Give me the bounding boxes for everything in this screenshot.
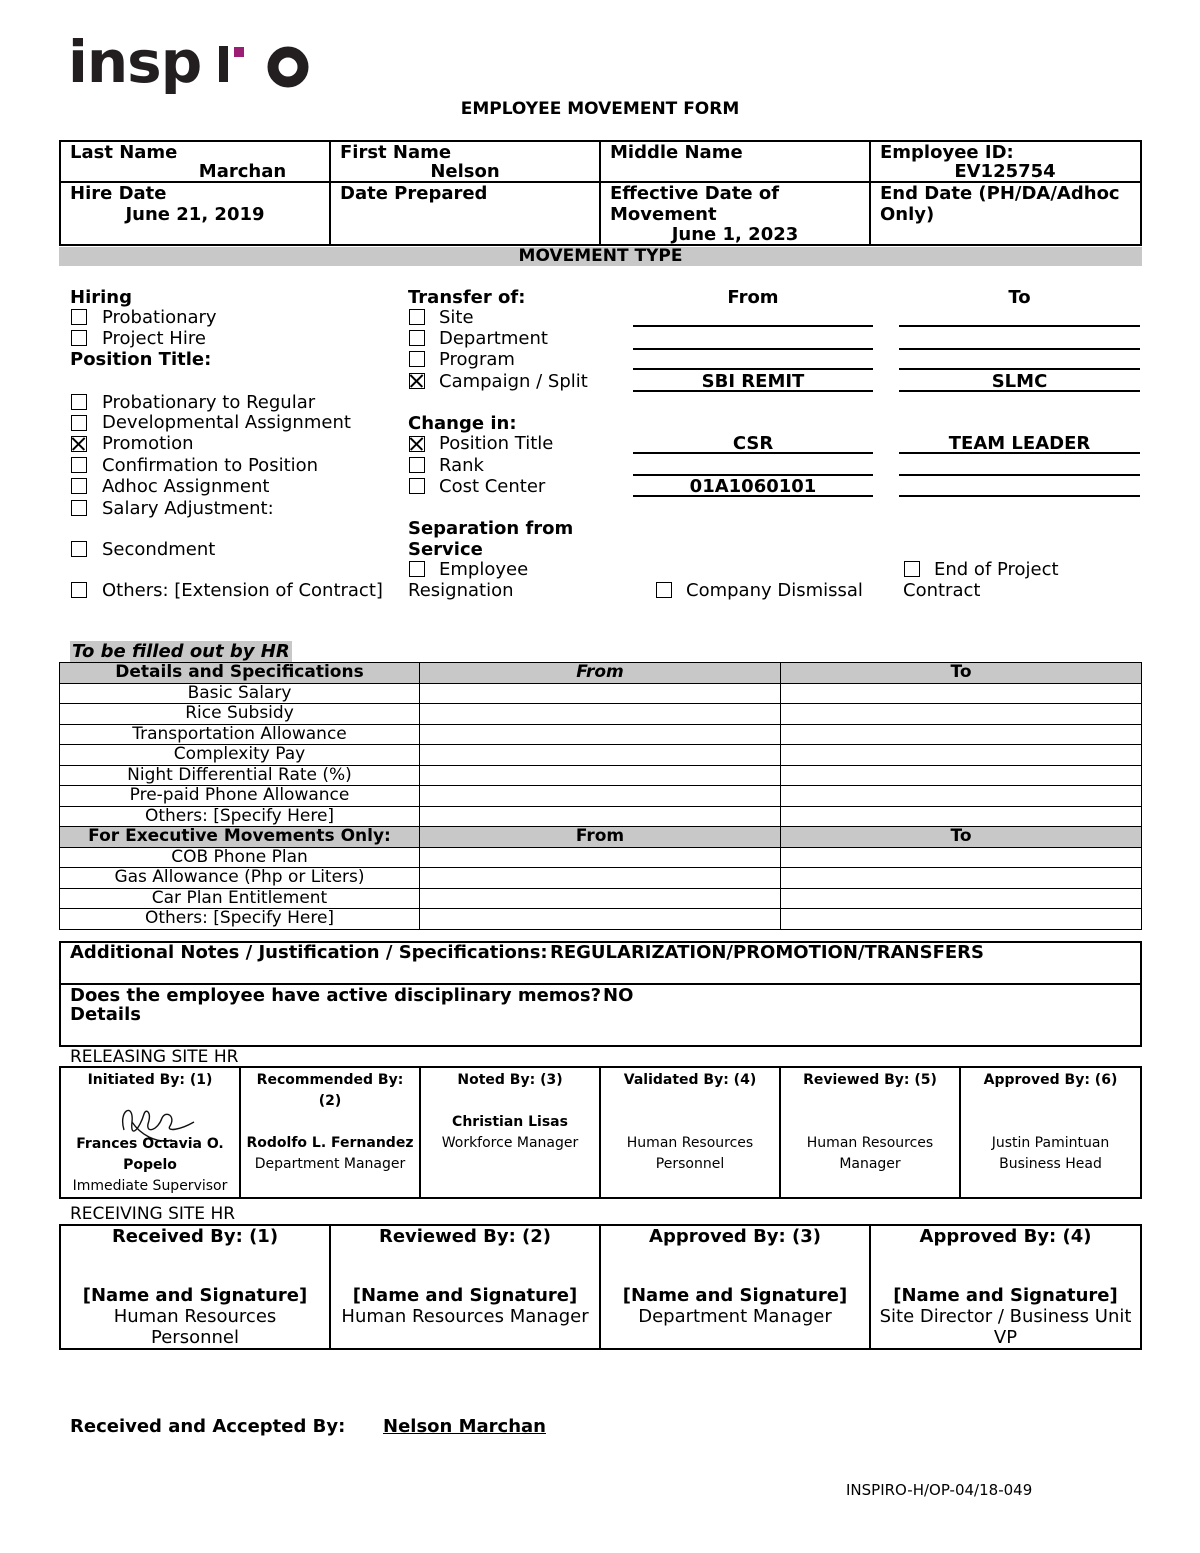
site-from-line[interactable] (633, 325, 873, 327)
campaign-from-value[interactable]: SBI REMIT (701, 371, 805, 392)
others-checkbox[interactable] (71, 582, 87, 598)
company-dismissal-checkbox[interactable] (656, 582, 672, 598)
accepted-label: Received and Accepted By: (70, 1416, 346, 1437)
confirmation-label: Confirmation to Position (102, 455, 319, 476)
accepted-name[interactable]: Nelson Marchan (383, 1416, 546, 1437)
first-name-value[interactable]: Nelson (430, 161, 500, 182)
rank-to-line[interactable] (899, 474, 1140, 476)
hire-date-label: Hire Date (70, 183, 167, 204)
table-row: Pre-paid Phone Allowance (60, 786, 1142, 807)
prob-to-regular-checkbox[interactable] (71, 394, 87, 410)
campaign-to-value[interactable]: SLMC (991, 371, 1048, 392)
position-from-value[interactable]: CSR (732, 433, 774, 454)
releasing-col-5: Reviewed By: (5) Human Resources Manager (803, 1072, 937, 1172)
developmental-label: Developmental Assignment (102, 412, 351, 433)
employee-resignation-label-2: Resignation (408, 580, 514, 601)
site-to-line[interactable] (899, 325, 1140, 327)
table-row: Car Plan Entitlement (60, 888, 1142, 909)
table-row: Gas Allowance (Php or Liters) (60, 868, 1142, 889)
last-name-value[interactable]: Marchan (198, 161, 287, 182)
receiving-col-2: Reviewed By: (2) [Name and Signature] Human Resources Manager (341, 1226, 589, 1327)
project-hire-label: Project Hire (102, 328, 206, 349)
middle-name-label: Middle Name (610, 142, 743, 163)
cost-center-from-value[interactable]: 01A1060101 (689, 476, 817, 497)
separation-label-1: Separation from (408, 518, 574, 539)
from-header: From (727, 287, 779, 308)
program-to-line[interactable] (899, 368, 1140, 370)
details-label: Details (70, 1004, 141, 1025)
receiving-col-4: Approved By: (4) [Name and Signature] Site Director / Business Unit VP (879, 1226, 1132, 1348)
effective-date-value[interactable]: June 1, 2023 (671, 224, 799, 245)
developmental-checkbox[interactable] (71, 415, 87, 431)
secondment-label: Secondment (102, 539, 216, 560)
position-to-value[interactable]: TEAM LEADER (948, 433, 1091, 454)
exec-to-header: To (781, 827, 1142, 848)
receiving-title: RECEIVING SITE HR (70, 1204, 236, 1224)
department-label: Department (439, 328, 548, 349)
end-date-label-2: Only) (880, 204, 935, 225)
campaign-checkbox[interactable] (409, 373, 425, 389)
adhoc-label: Adhoc Assignment (102, 476, 270, 497)
program-label: Program (439, 349, 515, 370)
company-dismissal-label: Company Dismissal (686, 580, 863, 601)
end-of-project-checkbox[interactable] (904, 561, 920, 577)
exec-from-header: From (420, 827, 781, 848)
receiving-col-1: Received By: (1) [Name and Signature] Human Resources Personnel (82, 1226, 308, 1348)
others-label: Others: [Extension of Contract] (102, 580, 383, 601)
secondment-checkbox[interactable] (71, 541, 87, 557)
receiving-col-3: Approved By: (3) [Name and Signature] Department Manager (622, 1226, 848, 1327)
promotion-label: Promotion (102, 433, 194, 454)
end-date-label-1: End Date (PH/DA/Adhoc (880, 183, 1120, 204)
campaign-label: Campaign / Split (439, 371, 588, 392)
from-col-header: From (420, 663, 781, 684)
project-hire-checkbox[interactable] (71, 330, 87, 346)
hr-note: To be filled out by HR (72, 641, 290, 662)
end-of-project-label-1: End of Project (934, 559, 1059, 580)
last-name-label: Last Name (70, 142, 178, 163)
table-row: Complexity Pay (60, 745, 1142, 766)
exec-header: For Executive Movements Only: (60, 827, 420, 848)
prob-to-regular-label: Probationary to Regular (102, 392, 316, 413)
promotion-checkbox[interactable] (71, 436, 87, 452)
svg-text:insp: insp (68, 30, 202, 96)
employee-id-value[interactable]: EV125754 (954, 161, 1056, 182)
position-title-label: Position Title: (70, 349, 212, 370)
probationary-label: Probationary (102, 307, 217, 328)
probationary-checkbox[interactable] (71, 309, 87, 325)
form-title: EMPLOYEE MOVEMENT FORM (460, 99, 740, 119)
releasing-col-1: Initiated By: (1) (87, 1072, 213, 1088)
to-col-header: To (781, 663, 1142, 684)
rank-checkbox[interactable] (409, 457, 425, 473)
table-row: COB Phone Plan (60, 847, 1142, 868)
date-prepared-label: Date Prepared (340, 183, 488, 204)
effective-date-label-2: Movement (610, 204, 717, 225)
confirmation-checkbox[interactable] (71, 457, 87, 473)
rank-label: Rank (439, 455, 484, 476)
additional-notes-label: Additional Notes / Justification / Specifications: (70, 942, 548, 963)
department-to-line[interactable] (899, 348, 1140, 350)
table-row: Others: [Specify Here] (60, 806, 1142, 827)
salary-adjustment-checkbox[interactable] (71, 500, 87, 516)
adhoc-checkbox[interactable] (71, 478, 87, 494)
position-title-checkbox[interactable] (409, 436, 425, 452)
to-header: To (1008, 287, 1031, 308)
end-of-project-label-2: Contract (903, 580, 981, 601)
table-row: Others: [Specify Here] (60, 909, 1142, 930)
cost-center-checkbox[interactable] (409, 478, 425, 494)
hire-date-value[interactable]: June 21, 2019 (125, 204, 265, 225)
employee-resignation-checkbox[interactable] (409, 561, 425, 577)
footer-code: INSPIRO-H/OP-04/18-049 (846, 1481, 1033, 1499)
compensation-table (59, 662, 1142, 930)
releasing-col-1-signer: Frances Octavia O. Popelo Immediate Supervisor (72, 1136, 228, 1194)
program-checkbox[interactable] (409, 351, 425, 367)
site-label: Site (439, 307, 474, 328)
table-row: Transportation Allowance (60, 724, 1142, 745)
table-row: Rice Subsidy (60, 704, 1142, 725)
separation-label-2: Service (408, 539, 483, 560)
first-name-label: First Name (340, 142, 452, 163)
table-row: Night Differential Rate (%) (60, 765, 1142, 786)
transfer-label: Transfer of: (408, 287, 526, 308)
hiring-label: Hiring (70, 287, 132, 308)
salary-adjustment-label: Salary Adjustment: (102, 498, 274, 519)
details-header: Details and Specifications (60, 663, 420, 684)
department-checkbox[interactable] (409, 330, 425, 346)
effective-date-label-1: Effective Date of (610, 183, 780, 204)
inspiro-logo-icon (66, 30, 326, 105)
movement-type-header: MOVEMENT TYPE (59, 247, 1142, 266)
employee-resignation-label-1: Employee (439, 559, 529, 580)
cost-center-label: Cost Center (439, 476, 546, 497)
releasing-title: RELEASING SITE HR (70, 1047, 239, 1067)
cost-center-to-line[interactable] (899, 495, 1140, 497)
change-label: Change in: (408, 413, 517, 434)
department-from-line[interactable] (633, 348, 873, 350)
disciplinary-value[interactable]: NO (603, 985, 634, 1006)
releasing-col-4: Validated By: (4) Human Resources Personnel (623, 1072, 757, 1172)
disciplinary-label: Does the employee have active disciplinary memos? (70, 985, 602, 1006)
position-title-change-label: Position Title (439, 433, 554, 454)
releasing-col-6: Approved By: (6) Justin Pamintuan Business Head (983, 1072, 1118, 1172)
table-row: Basic Salary (60, 683, 1142, 704)
program-from-line[interactable] (633, 368, 873, 370)
releasing-col-2: Recommended By: (2) Rodolfo L. Fernandez Department Manager (246, 1072, 414, 1172)
company-logo (66, 30, 326, 105)
releasing-col-3: Noted By: (3) Christian Lisas Workforce Manager (441, 1072, 579, 1151)
employee-id-label: Employee ID: (880, 142, 1014, 163)
site-checkbox[interactable] (409, 309, 425, 325)
additional-notes-value[interactable]: REGULARIZATION/PROMOTION/TRANSFERS (550, 942, 985, 963)
